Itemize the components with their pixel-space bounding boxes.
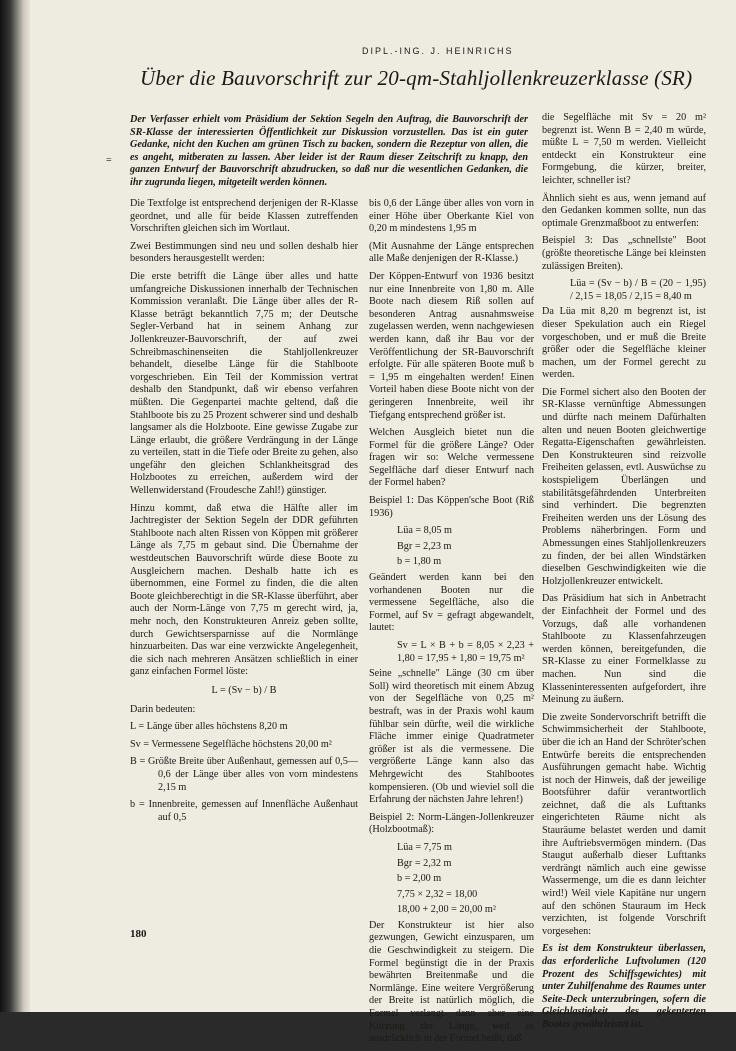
paragraph: Die zweite Sondervorschrift betrifft die Schwimmsicherheit der Stahlboote, über die ich an Hand der Schröter'schen Entwürfe bereits die entsprechenden Ausführungen gemacht habe. Wichtig ist noch der Hinweis, daß der jeweilige Bootsführer dafür verantwortlich zeichnet, daß die als Lufttanks eingerichteten Räume nicht als Stauräume belastet werden und damit ihre Auftriebsvermögen mindern. (Das Staugut außerhalb dieser Lufttanks verdrängt nämlich auch eine gewisse Wassermenge, um die es dann leichter wird!) Weil viele Kapitäne nur ungern auf den schönen Stauraum im Heck verzichten, ist folgende Vorschrift vorgesehen: <box>542 711 706 937</box>
example-heading: Beispiel 2: Norm-Längen-Jollenkreuzer (Holzbootmaß): <box>369 811 534 836</box>
equation: 18,00 + 2,00 = 20,00 m² <box>397 904 496 916</box>
quoted-rule: Es ist dem Konstrukteur überlassen, das erforderliche Luftvolumen (120 Prozent des Schiffsgewichtes) mit unter Zuhilfenahme des Raumes unter Seite-Deck unterzubringen, sofern die Gleichlastigkeit des gekenterten Bootes gewährleistet ist. <box>542 943 706 1030</box>
definition-item: L = Länge über alles höchstens 8,20 m <box>130 721 288 733</box>
author-line: DIPL.-ING. J. HEINRICHS <box>362 46 514 56</box>
example-heading: Beispiel 3: Das „schnellste" Boot (größte theoretische Länge bei kleinsten zulässigen Breiten). <box>542 235 706 272</box>
equation: Sv = L × B + b = 8,05 × 2,23 + 1,80 = 17,95 + 1,80 = 19,75 m² <box>397 640 534 664</box>
equation: 7,75 × 2,32 = 18,00 <box>397 888 478 900</box>
paragraph: Die Formel sichert also den Booten der SR-Klasse vernünftige Abmessungen und dürfte nach meinem Dafürhalten alten und neuen Booten gleichwertige Regatta-Eigenschaften gewährleisten. Den Konstrukteuren sind reizvolle Freiheiten gelassen, evtl. Auswüchse zu kostspieligem Überlängen und stabilitätsgefährdenden Unterbreiten sind verhindert. Die begrenzten Freiheiten werden uns der Lösung des Problems näherbringen. Form und Abmessungen eines Stahljollenkreuzers zu finden, der bei allen Windstärken dieselben Geschwindigkeiten wie die Holzjollenkreuzer entwickelt. <box>542 386 706 587</box>
paragraph: Die Textfolge ist entsprechend derjenigen der R-Klasse geordnet, und alle für beide Klassen zutreffenden Vorschriften gleichen sich im Wortlaut. <box>130 198 358 235</box>
paragraph: Da Lüa mit 8,20 m begrenzt ist, ist dieser Spekulation auch ein Riegel vorgeschoben, und er muß die Breite größer oder die Segelfläche kleiner machen, um der Formel gerecht zu werden. <box>542 306 706 381</box>
paragraph: die Segelfläche mit Sv = 20 m² begrenzt ist. Wenn B = 2,40 m würde, müßte L = 7,50 m werden. Vielleicht entdeckt ein Konstrukteur eine Formgebung, die kürzer, breiter, leichter, schneller ist? <box>542 112 706 186</box>
equation: Lüa = 7,75 m <box>397 841 452 853</box>
paragraph: (Mit Ausnahme der Länge entsprechen alle Maße denjenigen der R-Klasse.) <box>369 240 534 265</box>
paragraph: Ähnlich sieht es aus, wenn jemand auf den Gedanken kommen sollte, nun das optimale Grenzmaßboot zu entwerfen: <box>542 192 706 229</box>
lead-paragraph: Der Verfasser erhielt vom Präsidium der Sektion Segeln den Auftrag, die Bauvorschrift der SR-Klasse der interessierten Öffentlichkeit zur Diskussion vorzustellen. Das ist ein guter Gedanke, nicht den Kuchen am grünen Tisch zu backen, sondern die Rezeptur von allen, die es angeht, mitberaten zu lassen. Aber leider ist der Raum dieser Zeitschrift zu knapp, den ganzen Entwurf der Bauvorschrift abzudrucken, so daß nur die wesentlichen Gedanken, die ihr zugrunda liegen, mitgeteilt werden können. <box>130 114 528 188</box>
example-heading: Beispiel 1: Das Köppen'sche Boot (Riß 1936) <box>369 495 534 519</box>
margin-mark: = <box>106 155 112 166</box>
paragraph: bis 0,6 der Länge über alles von vorn in einer Höhe über Oberkante Kiel von 0,20 m mindestens 1,95 m <box>369 198 534 235</box>
definition-item: b = Innenbreite, gemessen auf Innenfläche Außenhaut auf 0,5 <box>130 799 358 823</box>
equation: Lüa = 8,05 m <box>397 525 452 537</box>
equation: Bgr = 2,32 m <box>397 857 452 869</box>
column-1 <box>130 198 358 829</box>
column-2 <box>369 198 534 1051</box>
paragraph: Der Köppen-Entwurf von 1936 besitzt nur eine Innenbreite von 1,80 m. Alle Boote nach diesem Riß sollen auf besonderen Antrag ausnahmsweise zugelassen werden, wenn nachgewiesen werden kann, daß ihr Bau vor der Veröffentlichung der SR-Bauvorschrift erfolgte. Für alle späteren Boote muß b = 1,95 m eingehalten werden! Einen Vorteil haben diese Boote nicht von der geringeren Innenbreite, weil ihr Tiefgang entsprechend größer ist. <box>369 270 534 421</box>
equation: Bgr = 2,23 m <box>397 540 452 552</box>
paragraph: Der Konstrukteur ist hier also gezwungen, Gewicht einzusparen, um die Geschwindigkeit zu steigern. Die Formel begünstigt die in der Praxis bewährten Breitenmaße und die Normlänge. Eine weitere Vergrößerung der Breite ist natürlich möglich, die Formel verlangt dann aber eine Kürzung der Länge, weil es ausdrücklich in der Formel heißt, daß <box>369 919 534 1045</box>
paragraph: Welchen Ausgleich bietet nun die Formel für die größere Länge? Oder fragen wir so: Welche vermessene Segelfläche darf dieser Entwurf nach der Formel haben? <box>369 427 534 489</box>
paragraph: Geändert werden kann bei den vorhandenen Booten nur die vermessene Segelfläche, also die Formel, auf Sv = gefragt abgewandelt, lautet: <box>369 572 534 634</box>
paragraph: Darin bedeuten: <box>130 703 196 715</box>
binding-gutter <box>0 0 30 1012</box>
equation: b = 1,80 m <box>397 556 442 568</box>
formula: L = (Sv − b) / B <box>211 684 277 696</box>
paragraph: Die erste betrifft die Länge über alles und hatte umfangreiche Diskussionen innerhalb der Technischen Kommission veranlaßt. Die Länge über alles der R-Klasse beträgt bekanntlich 7,75 m; der Deutsche Segler-Verband hat in seinem Anhang zur Jollenkreuzer-Bauvorschrift, der auf zwei Schreibmaschinenseiten die Stahljollenkreuzer behandelt, dieselbe Länge für die Stahlboote vorgeschrieben. Ein Teil der Kommission vertrat deshalb den Standpunkt, daß wir ebenso verfahren müßten. Die Gegenpartei machte geltend, daß die Stahlboote bis zu 25 Prozent schwerer sind und deshalb langsamer als die Holzboote. Eine gewisse Zugabe zur Länge erlaubt, die größere Verdrängung in der Länge zu verteilen, statt in die Tiefe oder Breite zu gehen, also ungefähr den gleichen Schlankheitsgrad des Holzbootes zu erreichen, außerdem wird der Wellenwiderstand (Froudesche Zahl!) günstiger. <box>130 270 358 497</box>
definition-item: B = Größte Breite über Außenhaut, gemessen auf 0,5—0,6 der Länge über alles von vorn mindestens 2,15 m <box>130 756 358 793</box>
paragraph: Hinzu kommt, daß etwa die Hälfte aller im Jachtregister der Sektion Segeln der DDR geführten Stahlboote nach alten Rissen von Köppen mit größerer Länge als 7,75 m gebaut sind. Die Übernahme der westdeutschen Bauvorschrift würde diese Boote zu Ausgleichern machen. Deshalb hatte ich es übernommen, eine Formel zu finden, die die alten Boote gleichberechtigt in die SR-Klasse überführt, aber auch der Norm-Länge von 7,75 m gerecht wird, ja, mehr noch, den Konstrukteuren Anreiz geben sollte, durch Gewichtsersparnisse auf die Normlänge hinzuarbeiten. Das war eine verzwickte Angelegenheit, die sich nach mehreren Ansätzen schließlich in einer ganz einfachen Formel löste: <box>130 502 358 678</box>
equation: b = 2,00 m <box>397 873 442 885</box>
definition-item: Sv = Vermessene Segelfläche höchstens 20,00 m² <box>130 738 332 750</box>
page-number: 180 <box>130 928 147 940</box>
equation: Lüa = (Sv − b) / B = (20 − 1,95) / 2,15 = 18,05 / 2,15 = 8,40 m <box>570 278 706 302</box>
paragraph: Das Präsidium hat sich in Anbetracht der Einfachheit der Formel und des Vorzugs, daß alle vorhandenen Stahlboote zu Klassenfahrzeugen werden können, bereitgefunden, die SR-Klasse zu einer Formelklasse zu machen. Nun sind die Klasseninteressenten aufgefordert, ihre Meinung zu äußern. <box>542 593 706 706</box>
paragraph: Seine „schnelle" Länge (30 cm über Soll) wird theoretisch mit einem Abzug von der Segelfläche von 0,25 m² bestraft, was in der Praxis wohl kaum fühlbar sein dürfte, weil die wirkliche Fläche immer einige Quadratmeter größer ist als die vermessene. Die vergrößerte Länge kann also das Mehrgewicht des Stahlbootes kompensieren. (Ob und wieviel soll die Erfahrung der nächsten Jahre lehren!) <box>369 668 534 806</box>
article-title: Über die Bauvorschrift zur 20-qm-Stahljollenkreuzerklasse (SR) <box>140 66 693 90</box>
column-3 <box>542 112 706 1030</box>
paragraph: Zwei Bestimmungen sind neu und sollen deshalb hier besonders herausgestellt werden: <box>130 240 358 265</box>
